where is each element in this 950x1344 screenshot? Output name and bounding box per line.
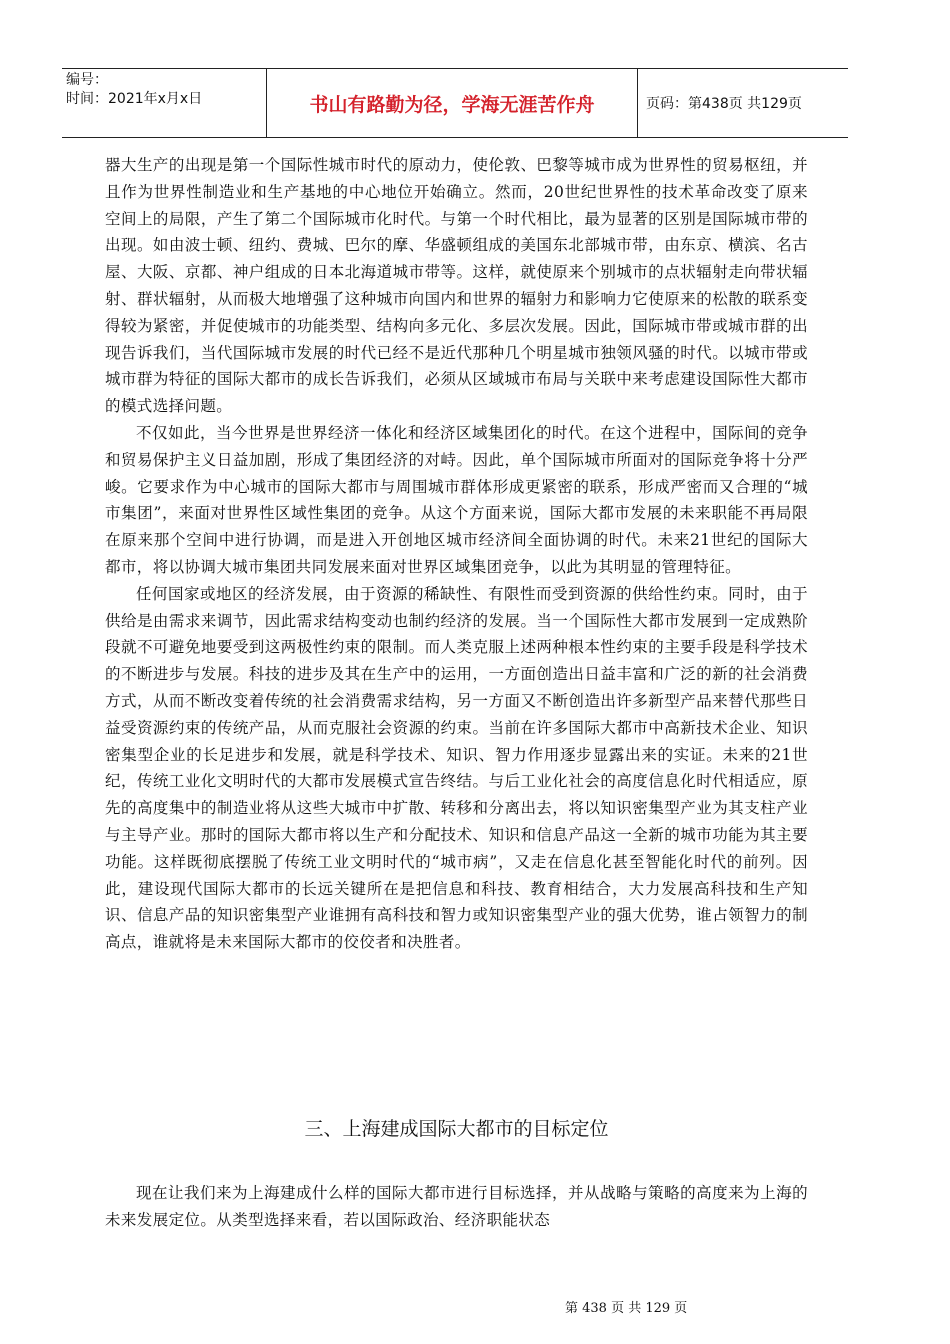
header-meta — [62, 69, 267, 137]
document-body — [105, 152, 808, 956]
page-header — [62, 68, 848, 138]
body-paragraph-1: 器大生产的出现是第一个国际性城市时代的原动力，使伦敦、巴黎等城市成为世界性的贸易枢纽，并且作为世界性制造业和生产基地的中心地位开始确立。然而，20世纪世界性的技术革命改变了原来空间上的局限，产生了第二个国际城市化时代。与第一个时代相比，最为显著的区别是国际城市带的出现。如由波士顿、纽约、费城、巴尔的摩、华盛顿组成的美国东北部城市带，由东京、横滨、名古屋、大阪、京都、神户组成的日本北海道城市带等。这样，就使原来个别城市的点状辐射走向带状辐射、群状辐射，从而极大地增强了这种城市向国内和世界的辐射力和影响力它使原来的松散的联系变得较为紧密，并促使城市的功能类型、结构向多元化、多层次发展。因此，国际城市带或城市群的出现告诉我们，当代国际城市发展的时代已经不是近代那种几个明星城市独领风骚的时代。以城市带或城市群为特征的国际大都市的成长告诉我们，必须从区域城市布局与关联中来考虑建设国际性大都市的模式选择问题。 — [105, 156, 808, 416]
section-paragraph: 现在让我们来为上海建成什么样的国际大都市进行目标选择，并从战略与策略的高度来为上海的未来发展定位。从类型选择来看，若以国际政治、经济职能状态 — [105, 1184, 808, 1229]
header-page-info: 页码：第438页 共129页 — [646, 96, 802, 112]
section-heading: 三、上海建成国际大都市的目标定位 — [304, 1118, 609, 1140]
document-time-label: 时间：2021年x月x日 — [66, 91, 203, 107]
page-footer: 第 438 页 共 129 页 — [565, 1301, 688, 1316]
document-number-label: 编号： — [66, 72, 108, 88]
header-motto: 书山有路勤为径，学海无涯苦作舟 — [267, 69, 638, 137]
body-paragraph-2: 不仅如此，当今世界是世界经济一体化和经济区域集团化的时代。在这个进程中，国际间的竞争和贸易保护主义日益加剧，形成了集团经济的对峙。因此，单个国际城市所面对的国际竞争将十分严峻。它要求作为中心城市的国际大都市与周围城市群体形成更紧密的联系，形成严密而又合理的“城市集团”，来面对世界性区域性集团的竞争。从这个方面来说，国际大都市发展的未来职能不再局限在原来那个空间中进行协调，而是进入开创地区城市经济间全面协调的时代。未来21世纪的国际大都市，将以协调大城市集团共同发展来面对世界区域集团竞争，以此为其明显的管理特征。 — [105, 423, 808, 576]
section-body — [105, 1180, 808, 1234]
body-paragraph-3: 任何国家或地区的经济发展，由于资源的稀缺性、有限性而受到资源的供给性约束。同时，由于供给是由需求来调节，因此需求结构变动也制约经济的发展。当一个国际性大都市发展到一定成熟阶段就不可避免地要受到这两极性约束的限制。而人类克服上述两种根本性约束的主要手段是科学技术的不断进步与发展。科技的进步及其在生产中的运用，一方面创造出日益丰富和广泛的新的社会消费方式，从而不断改变着传统的社会消费需求结构，另一方面又不断创造出许多新型产品来替代那些日益受资源约束的传统产品，从而克服社会资源的约束。当前在许多国际大都市中高新技术企业、知识密集型企业的长足进步和发展，就是科学技术、知识、智力作用逐步显露出来的实证。未来的21世纪，传统工业化文明时代的大都市发展模式宣告终结。与后工业化社会的高度信息化时代相适应，原先的高度集中的制造业将从这些大城市中扩散、转移和分离出去，将以知识密集型产业为其支柱产业与主导产业。那时的国际大都市将以生产和分配技术、知识和信息产品这一全新的城市功能为其主要功能。这样既彻底摆脱了传统工业文明时代的“城市病”，又走在信息化甚至智能化时代的前列。因此，建设现代国际大都市的长远关键所在是把信息和科技、教育相结合，大力发展高科技和生产知识、信息产品的知识密集型产业谁拥有高科技和智力或知识密集型产业的强大优势，谁占领智力的制高点，谁就将是未来国际大都市的佼佼者和决胜者。 — [105, 584, 808, 952]
